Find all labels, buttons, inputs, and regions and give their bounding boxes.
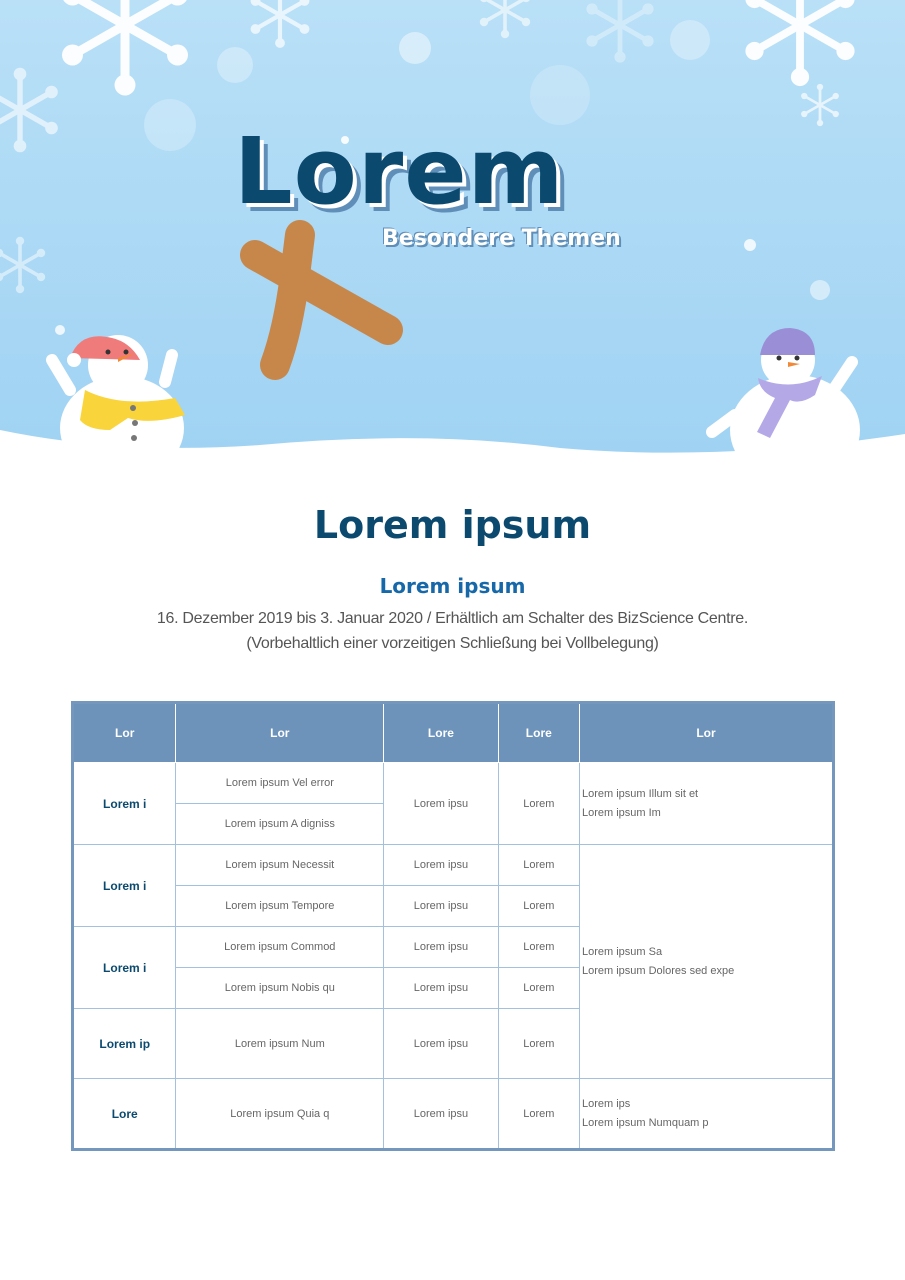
column-header: Lor: [579, 703, 833, 763]
topic-cell: Lorem ipsum Necessit: [176, 845, 384, 886]
value-cell: Lorem ipsu: [384, 1009, 498, 1079]
value-cell: Lorem: [498, 1009, 579, 1079]
table-row: [73, 1079, 834, 1150]
group-label: Lorem i: [73, 927, 176, 1009]
page-title: Lorem ipsum: [313, 503, 592, 547]
column-header: Lore: [384, 703, 498, 763]
table-row: [73, 845, 834, 886]
page-subtitle: Lorem ipsum: [379, 574, 526, 598]
winter-banner: [0, 0, 905, 470]
topic-cell: Lorem ipsum A digniss: [176, 804, 384, 845]
value-cell: Lorem ipsu: [384, 968, 498, 1009]
note-line: Lorem ipsum Numquam p: [581, 1116, 709, 1129]
group-label: Lore: [73, 1079, 176, 1150]
topic-cell: Lorem ipsum Commod: [176, 927, 384, 968]
note-line: Lorem ipsum Im: [581, 806, 661, 819]
note-line: Lorem ipsum Sa: [581, 945, 663, 958]
value-cell: Lorem ipsu: [384, 845, 498, 886]
brand-logo-text: Lorem: [234, 118, 565, 225]
value-cell: Lorem: [498, 1079, 579, 1150]
value-cell: Lorem: [498, 763, 579, 845]
table-header-row: [73, 703, 834, 763]
note-line: Lorem ips: [581, 1097, 631, 1110]
group-label: Lorem ip: [73, 1009, 176, 1079]
event-dates-line: 16. Dezember 2019 bis 3. Januar 2020 / Erhältlich am Schalter des BizScience Centre.: [156, 610, 749, 627]
value-cell: Lorem: [498, 845, 579, 886]
value-cell: Lorem: [498, 968, 579, 1009]
column-header: Lor: [73, 703, 176, 763]
value-cell: Lorem: [498, 927, 579, 968]
column-header: Lore: [498, 703, 579, 763]
note-line: Lorem ipsum Illum sit et: [581, 787, 699, 800]
topic-cell: Lorem ipsum Tempore: [176, 886, 384, 927]
topic-cell: Lorem ipsum Quia q: [176, 1079, 384, 1150]
column-header: Lor: [176, 703, 384, 763]
value-cell: Lorem ipsu: [384, 763, 498, 845]
topic-cell: Lorem ipsum Num: [176, 1009, 384, 1079]
schedule-table: [71, 701, 835, 1151]
value-cell: Lorem ipsu: [384, 886, 498, 927]
event-info: [0, 606, 905, 656]
brand-tagline: Besondere Themen: [382, 226, 621, 251]
notes-cell: [579, 1079, 833, 1150]
note-line: Lorem ipsum Dolores sed expe: [581, 964, 735, 977]
value-cell: Lorem ipsu: [384, 1079, 498, 1150]
notes-cell: [579, 845, 833, 1079]
table-row: [73, 763, 834, 804]
event-note-line: (Vorbehaltlich einer vorzeitigen Schließung bei Vollbelegung): [246, 635, 659, 652]
group-label: Lorem i: [73, 845, 176, 927]
notes-cell: [579, 763, 833, 845]
topic-cell: Lorem ipsum Nobis qu: [176, 968, 384, 1009]
value-cell: Lorem ipsu: [384, 927, 498, 968]
value-cell: Lorem: [498, 886, 579, 927]
group-label: Lorem i: [73, 763, 176, 845]
topic-cell: Lorem ipsum Vel error: [176, 763, 384, 804]
